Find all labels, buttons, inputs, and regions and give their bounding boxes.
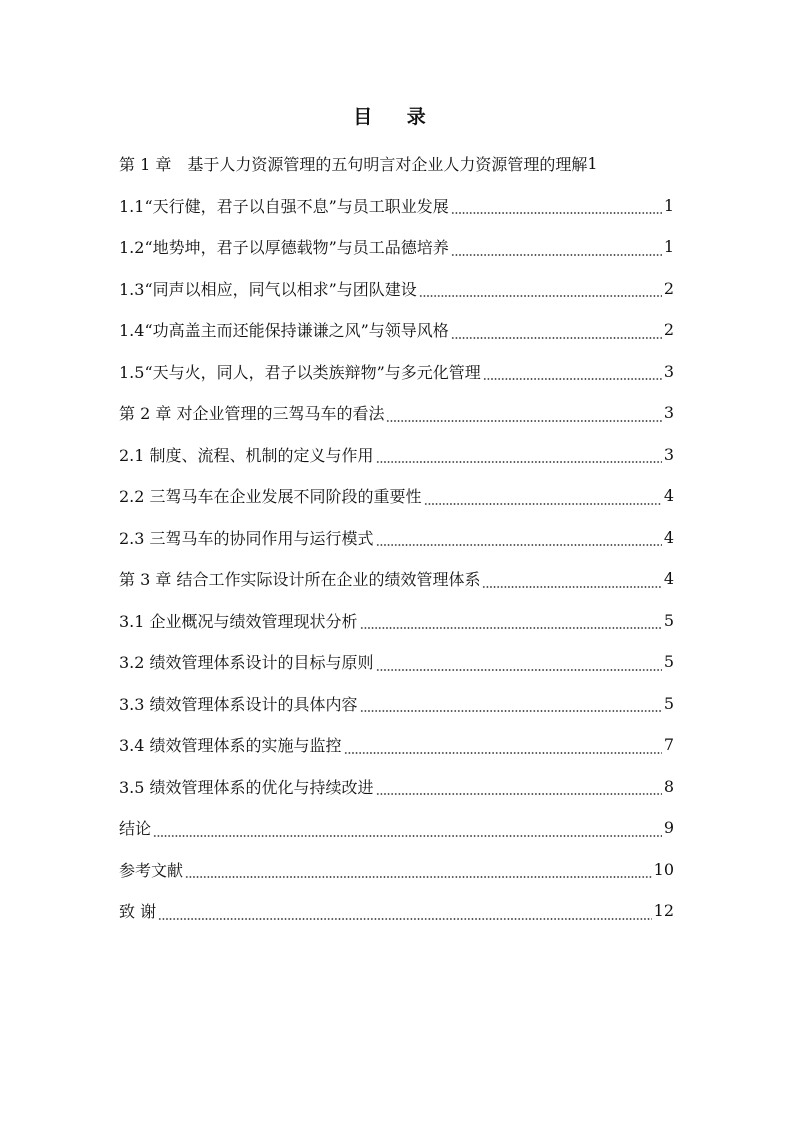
toc-dot-leader [376, 656, 662, 672]
toc-dot-leader [344, 739, 662, 755]
toc-entry[interactable] [119, 434, 674, 476]
toc-entry-page-number: 4 [663, 486, 674, 506]
toc-entry-label: 1.5“天与火，同人，君子以类族辩物”与多元化管理 [119, 362, 481, 382]
toc-dot-leader [451, 241, 662, 257]
toc-dot-leader [360, 614, 662, 630]
toc-entry[interactable] [119, 849, 674, 891]
toc-entry[interactable] [119, 392, 674, 434]
toc-entry-label: 第 1 章 基于人力资源管理的五句明言对企业人力资源管理的理解 [119, 155, 588, 175]
toc-entry[interactable] [119, 185, 674, 227]
toc-entry-page-number: 2 [663, 320, 674, 340]
toc-entry-label: 致 谢 [119, 902, 157, 922]
toc-dot-leader [386, 407, 661, 423]
toc-entry-label: 3.5 绩效管理体系的优化与持续改进 [119, 777, 374, 797]
toc-title: 目 录 [353, 106, 440, 128]
toc-entry[interactable] [119, 641, 674, 683]
toc-entry-label: 结论 [119, 819, 152, 839]
toc-entry-page-number: 5 [663, 652, 674, 672]
toc-entry-label: 2.3 三驾马车的协同作用与运行模式 [119, 528, 374, 548]
toc-dot-leader [360, 697, 662, 713]
toc-entry-page-number: 3 [663, 444, 674, 464]
toc-entry-label: 3.3 绩效管理体系设计的具体内容 [119, 694, 358, 714]
toc-dot-leader [376, 780, 662, 796]
toc-entry-label: 参考文献 [119, 860, 184, 880]
toc-entry[interactable] [119, 475, 674, 517]
toc-entry[interactable] [119, 724, 674, 766]
toc-entry-page-number: 7 [663, 735, 674, 755]
toc-entry-label: 2.1 制度、流程、机制的定义与作用 [119, 445, 374, 465]
toc-dot-leader [419, 282, 662, 298]
toc-entry-page-number: 4 [663, 569, 674, 589]
toc-entry-page-number: 8 [663, 776, 674, 796]
toc-entry-label: 3.2 绩效管理体系设计的目标与原则 [119, 653, 374, 673]
toc-entry-label: 第 3 章 结合工作实际设计所在企业的绩效管理体系 [119, 570, 481, 590]
toc-entry-page-number: 1 [663, 237, 674, 257]
toc-entry-label: 1.3“同声以相应，同气以相求”与团队建设 [119, 279, 417, 299]
toc-dot-leader [185, 863, 652, 879]
toc-entry[interactable] [119, 558, 674, 600]
toc-dot-leader [376, 448, 662, 464]
toc-entry-label: 1.2“地势坤，君子以厚德载物”与员工品德培养 [119, 238, 449, 258]
toc-entry[interactable] [119, 683, 674, 725]
toc-dot-leader [451, 199, 662, 215]
toc-dot-leader [158, 905, 652, 921]
toc-entry-label: 1.1“天行健，君子以自强不息”与员工职业发展 [119, 196, 449, 216]
toc-entry-page-number: 10 [653, 859, 674, 879]
toc-entry-page-number: 9 [663, 818, 674, 838]
toc-entry-page-number: 3 [663, 361, 674, 381]
toc-entry-label: 3.4 绩效管理体系的实施与监控 [119, 736, 342, 756]
toc-dot-leader [482, 573, 661, 589]
toc-entry-page-number: 3 [663, 403, 674, 423]
toc-entry-label: 1.4“功高盖主而还能保持谦谦之风”与领导风格 [119, 321, 449, 341]
toc-entry[interactable] [119, 268, 674, 310]
table-of-contents [119, 143, 674, 932]
toc-entry-page-number: 5 [663, 610, 674, 630]
toc-entry-label: 第 2 章 对企业管理的三驾马车的看法 [119, 404, 385, 424]
toc-entry-page-number: 1 [587, 154, 598, 174]
toc-entry-page-number: 1 [663, 195, 674, 215]
toc-dot-leader [376, 531, 662, 547]
toc-entry[interactable] [119, 517, 674, 559]
toc-entry-page-number: 2 [663, 278, 674, 298]
toc-dot-leader [483, 365, 662, 381]
toc-entry[interactable] [119, 143, 674, 185]
toc-entry-label: 2.2 三驾马车在企业发展不同阶段的重要性 [119, 487, 422, 507]
toc-entry[interactable] [119, 600, 674, 642]
toc-entry-page-number: 12 [653, 901, 674, 921]
toc-entry-page-number: 4 [663, 527, 674, 547]
toc-entry[interactable] [119, 226, 674, 268]
toc-entry[interactable] [119, 351, 674, 393]
toc-entry[interactable] [119, 766, 674, 808]
toc-dot-leader [424, 490, 662, 506]
toc-entry[interactable] [119, 807, 674, 849]
toc-entry-label: 3.1 企业概况与绩效管理现状分析 [119, 611, 358, 631]
toc-entry[interactable] [119, 309, 674, 351]
toc-dot-leader [451, 324, 662, 340]
toc-entry-page-number: 5 [663, 693, 674, 713]
toc-dot-leader [153, 822, 662, 838]
toc-entry[interactable] [119, 890, 674, 932]
